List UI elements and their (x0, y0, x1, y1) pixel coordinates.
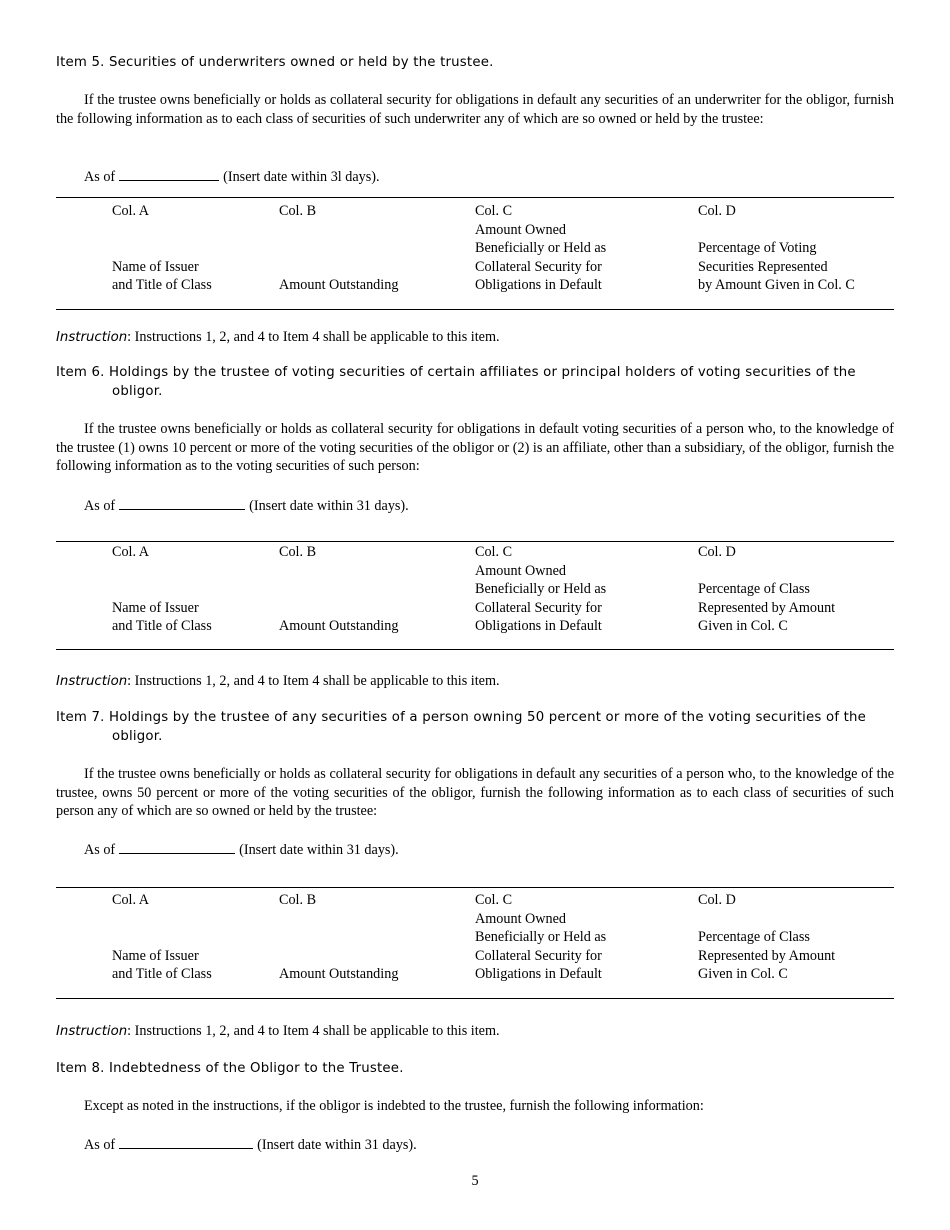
date-blank-field[interactable] (119, 1134, 253, 1149)
col-d-header: Col. D Percentage of Class Represented by Amount Given in Col. C (698, 892, 836, 983)
item-7-paragraph: If the trustee owns beneficially or holds as collateral security for obligations in default any securities of a person who, to the knowledge of the trustee, owns 50 percent or more of the voting securities of the obligor, furnish the following information as to each class of securities of such person any of which are so owned or held by the trustee: (56, 766, 894, 820)
col-c-label: Col. C (475, 544, 513, 560)
col-a-header: Col. A Name of Issuer and Title of Class (112, 892, 212, 983)
col-b-label: Col. B (279, 203, 317, 219)
date-blank-field[interactable] (119, 839, 235, 854)
as-of-note: (Insert date within 31 days). (257, 1137, 417, 1153)
item-5-heading: Item 5. Securities of underwriters owned or held by the trustee. (56, 55, 494, 70)
instruction-text: : Instructions 1, 2, and 4 to Item 4 shall be applicable to this item. (127, 673, 500, 689)
instruction-label: Instruction (56, 1024, 128, 1039)
col-b-label: Col. B (279, 892, 317, 908)
table-bottom-rule (56, 309, 894, 310)
item-8-as-of-line (84, 1134, 417, 1155)
item-8-heading: Item 8. Indebtedness of the Obligor to the Trustee. (56, 1061, 404, 1076)
instruction-label: Instruction (56, 674, 128, 689)
col-a-header: Col. A Name of Issuer and Title of Class (112, 203, 212, 294)
col-c-header: Col. C Amount Owned Beneficially or Held as Collateral Security for Obligations in Default (475, 203, 607, 294)
item-5-table-header (56, 202, 894, 302)
item-7-as-of-line (84, 839, 399, 860)
col-c-label: Col. C (475, 203, 513, 219)
table-top-rule (56, 197, 894, 198)
col-b-label: Col. B (279, 544, 317, 560)
col-b-header: Col. B Amount Outstanding (279, 544, 399, 635)
item-6-as-of-line (84, 495, 409, 516)
as-of-label: As of (84, 842, 116, 858)
as-of-label: As of (84, 169, 116, 185)
item-6-table-header (56, 543, 894, 643)
as-of-note: (Insert date within 3l days). (223, 169, 380, 185)
item-5-instruction (56, 328, 500, 348)
col-c-header: Col. C Amount Owned Beneficially or Held as Collateral Security for Obligations in Default (475, 892, 607, 983)
as-of-note: (Insert date within 31 days). (249, 498, 409, 514)
table-top-rule (56, 541, 894, 542)
col-d-label: Col. D (698, 892, 736, 908)
col-d-header: Col. D Percentage of Class Represented by Amount Given in Col. C (698, 544, 836, 635)
item-7-table-header (56, 891, 894, 991)
instruction-text: : Instructions 1, 2, and 4 to Item 4 shall be applicable to this item. (127, 1023, 500, 1039)
document-page (56, 0, 894, 1230)
item-5-paragraph: If the trustee owns beneficially or holds as collateral security for obligations in default any securities of an underwriter for the obligor, furnish the following information as to each class of securities of such underwriter any of which are so owned or held by the trustee: (56, 92, 894, 127)
item-6-paragraph: If the trustee owns beneficially or holds as collateral security for obligations in default voting securities of a person who, to the knowledge of the trustee (1) owns 10 percent or more of the voting securities of the obligor or (2) is an affiliate, other than a subsidiary, of the obligor, furnish the following information as to the voting securities of such person: (56, 421, 894, 475)
col-b-header: Col. B Amount Outstanding (279, 892, 399, 983)
as-of-label: As of (84, 1137, 116, 1153)
as-of-label: As of (84, 498, 116, 514)
date-blank-field[interactable] (119, 166, 219, 181)
col-d-header: Col. D Percentage of Voting Securities Represented by Amount Given in Col. C (698, 203, 855, 294)
item-7-instruction (56, 1022, 500, 1042)
col-c-header: Col. C Amount Owned Beneficially or Held as Collateral Security for Obligations in Default (475, 544, 607, 635)
col-a-label: Col. A (112, 892, 150, 908)
col-a-header: Col. A Name of Issuer and Title of Class (112, 544, 212, 635)
page-number: 5 (471, 1173, 479, 1189)
item-6-heading: Item 6. Holdings by the trustee of voting securities of certain affiliates or principal holders of voting securities of the obligor. (56, 365, 856, 399)
col-a-label: Col. A (112, 203, 150, 219)
table-top-rule (56, 887, 894, 888)
table-bottom-rule (56, 649, 894, 650)
table-bottom-rule (56, 998, 894, 999)
col-b-header: Col. B Amount Outstanding (279, 203, 399, 294)
item-8-paragraph: Except as noted in the instructions, if the obligor is indebted to the trustee, furnish the following information: (84, 1098, 704, 1114)
item-6-instruction (56, 672, 500, 692)
instruction-text: : Instructions 1, 2, and 4 to Item 4 shall be applicable to this item. (127, 329, 500, 345)
instruction-label: Instruction (56, 330, 128, 345)
as-of-note: (Insert date within 31 days). (239, 842, 399, 858)
date-blank-field[interactable] (119, 495, 245, 510)
col-c-label: Col. C (475, 892, 513, 908)
item-5-as-of-line (84, 166, 380, 187)
col-d-label: Col. D (698, 203, 736, 219)
col-a-label: Col. A (112, 544, 150, 560)
col-d-label: Col. D (698, 544, 736, 560)
item-7-heading: Item 7. Holdings by the trustee of any securities of a person owning 50 percent or more of the voting securities of the obligor. (56, 710, 867, 744)
